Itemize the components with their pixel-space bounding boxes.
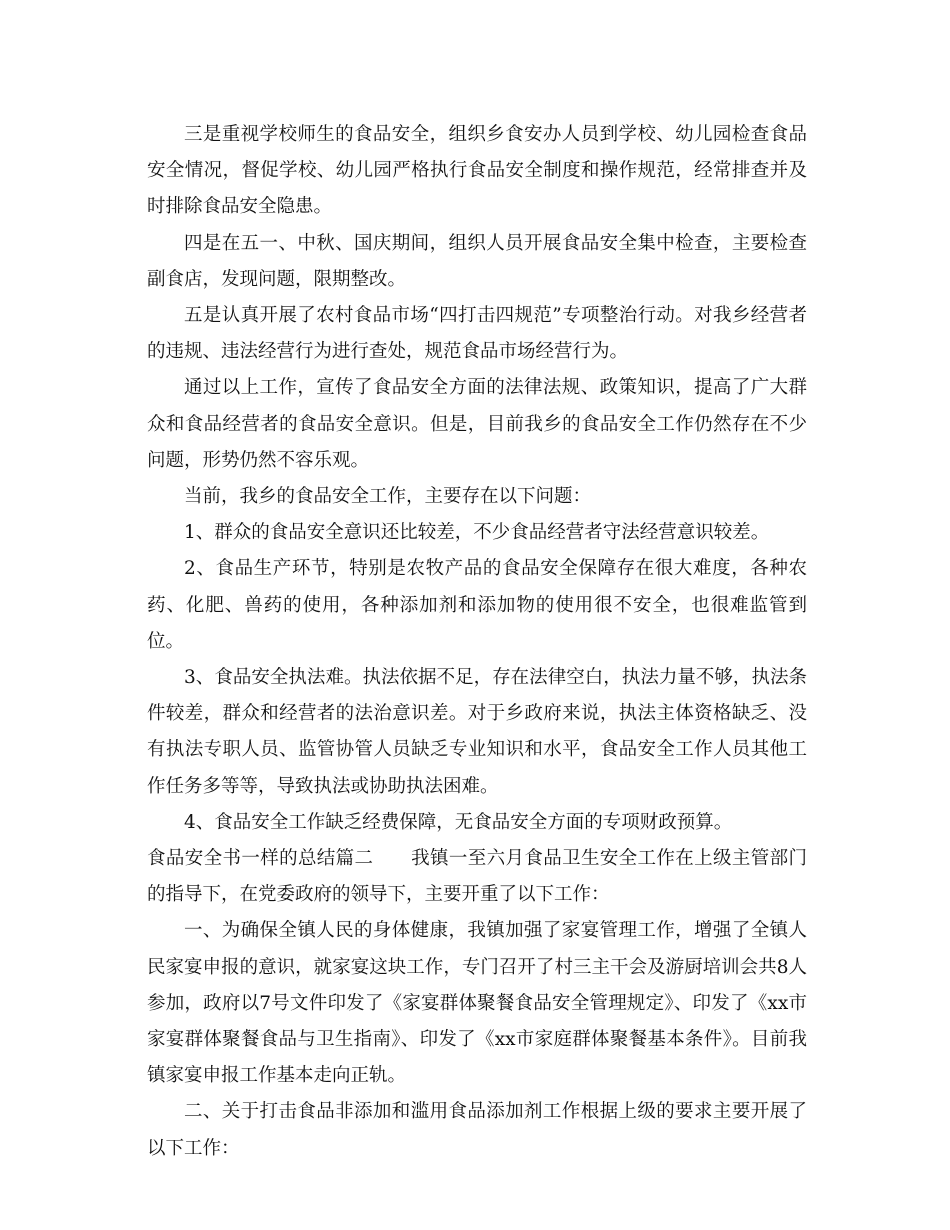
paragraph-2: 四是在五一、中秋、国庆期间，组织人员开展食品安全集中检查，主要检查副食店，发现问题，限期整改。: [147, 232, 807, 290]
paragraph-5: 当前，我乡的食品安全工作，主要存在以下问题：: [184, 486, 592, 508]
paragraph-10-section-heading: 食品安全书一样的总结篇二 我镇一至六月食品卫生安全工作在上级主管部门的指导下，在党委政府的领导下，主要开重了以下工作：: [147, 848, 807, 906]
paragraph-12: 二、关于打击食品非添加和滥用食品添加剂工作根据上级的要求主要开展了以下工作：: [147, 1101, 807, 1159]
document-body: [147, 117, 807, 1167]
paragraph-9: 4、食品安全工作缺乏经费保障，无食品安全方面的专项财政预算。: [184, 811, 733, 833]
paragraph-6: 1、群众的食品安全意识还比较差，不少食品经营者守法经营意识较差。: [184, 522, 770, 544]
paragraph-1: 三是重视学校师生的食品安全，组织乡食安办人员到学校、幼儿园检查食品安全情况，督促学校、幼儿园严格执行食品安全制度和操作规范，经常排查并及时排除食品安全隐患。: [147, 124, 807, 218]
paragraph-7: 2、食品生产环节，特别是农牧产品的食品安全保障存在很大难度，各种农药、化肥、兽药的使用，各种添加剂和添加物的使用很不安全，也很难监管到位。: [147, 558, 807, 652]
paragraph-8: 3、食品安全执法难。执法依据不足，存在法律空白，执法力量不够，执法条件较差，群众和经营者的法治意识差。对于乡政府来说，执法主体资格缺乏、没有执法专职人员、监管协管人员缺乏专业知识和水平，食品安全工作人员其他工作任务多等等，导致执法或协助执法困难。: [147, 667, 807, 797]
paragraph-3: 五是认真开展了农村食品市场“四打击四规范”专项整治行动。对我乡经营者的违规、违法经营行为进行查处，规范食品市场经营行为。: [147, 305, 807, 363]
paragraph-4: 通过以上工作，宣传了食品安全方面的法律法规、政策知识，提高了广大群众和食品经营者的食品安全意识。但是，目前我乡的食品安全工作仍然存在不少问题，形势仍然不容乐观。: [147, 377, 807, 471]
paragraph-11: 一、为确保全镇人民的身体健康，我镇加强了家宴管理工作，增强了全镇人民家宴申报的意识，就家宴这块工作，专门召开了村三主干会及游厨培训会共8人参加，政府以7号文件印发了《家宴群体聚餐食品安全管理规定》、印发了《xx市家宴群体聚餐食品与卫生指南》、印发了《xx市家庭群体聚餐基本条件》。目前我镇家宴申报工作基本走向正轨。: [147, 920, 807, 1087]
